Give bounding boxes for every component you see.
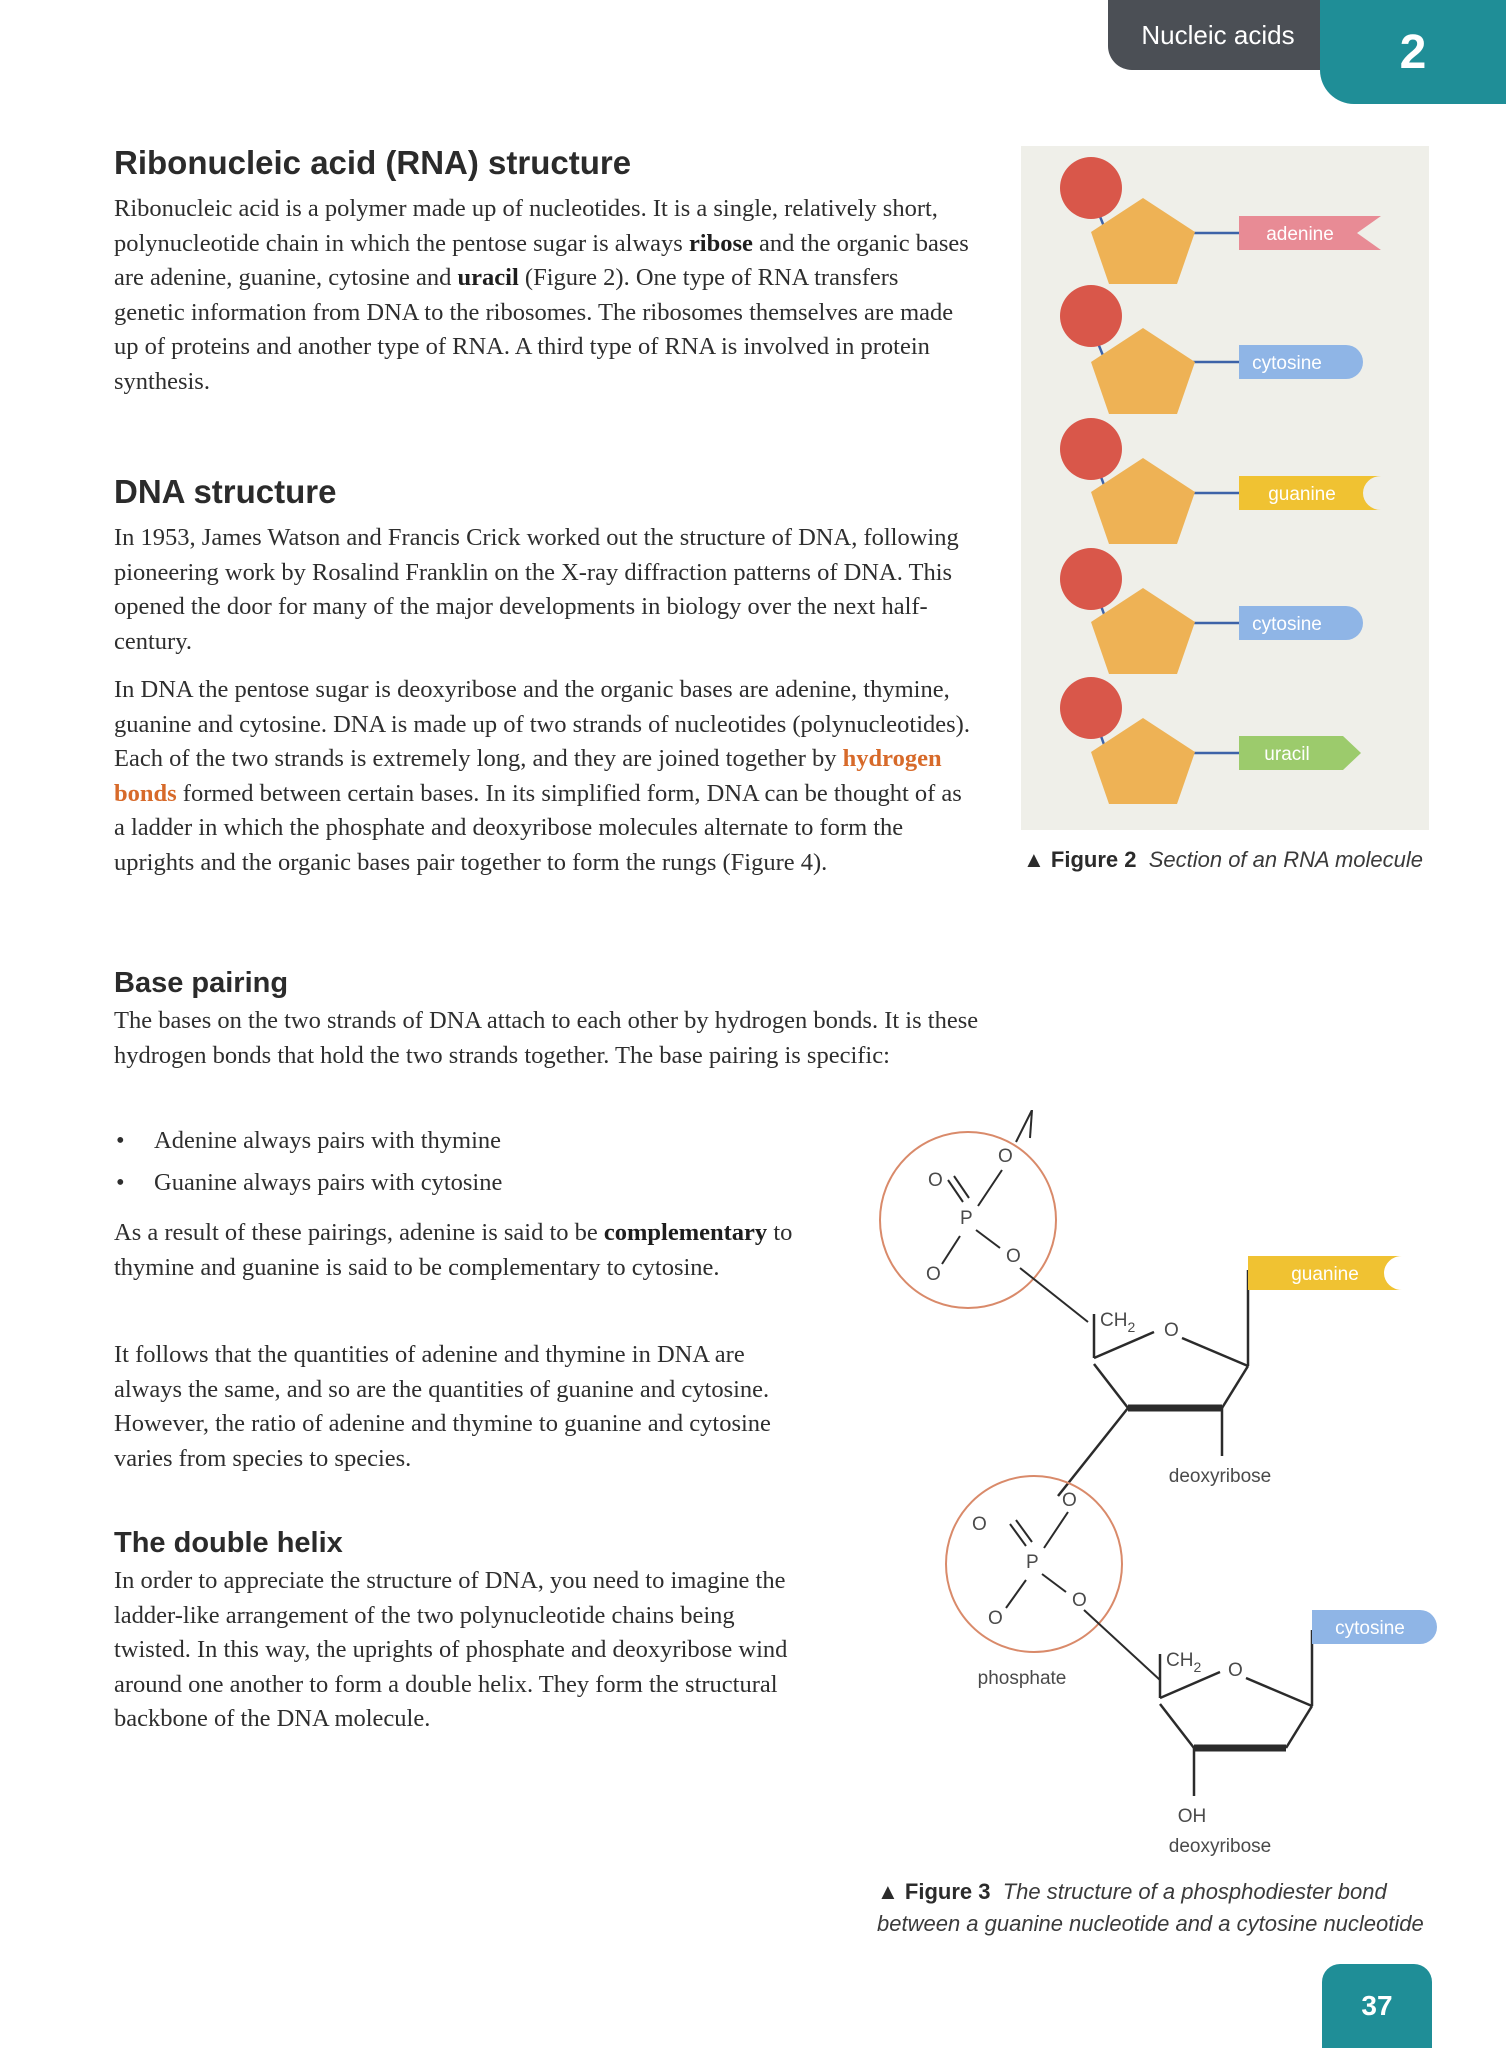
atom-label: O: [1164, 1320, 1179, 1341]
chapter-number: 2: [1399, 25, 1427, 79]
dna-paragraph-1: In 1953, James Watson and Francis Crick worked out the structure of DNA, following pioneering work by Rosalind Franklin on the X-ray diffraction patterns of DNA. This opened the door for many of the major developments in biology over the next half-century.: [114, 524, 959, 655]
atom-label: O: [926, 1264, 941, 1285]
phosphate-circle: [1060, 157, 1122, 219]
atom-label: P: [1026, 1552, 1039, 1573]
ribose-term: ribose: [688, 229, 753, 257]
base-pairing-intro: The bases on the two strands of DNA attach to each other by hydrogen bonds. It is these hydrogen bonds that hold the two strands together. The base pairing is specific:: [114, 1007, 979, 1069]
phosphate-circle: [1060, 285, 1122, 347]
hydrogen-bonds-term: hydrogen bonds: [114, 745, 942, 807]
complementary-term: complementary: [603, 1219, 768, 1246]
double-helix-heading: The double helix: [114, 1527, 343, 1559]
base-label: adenine: [1266, 224, 1334, 245]
ch2-label: $CH_2$: [1166, 1650, 1202, 1675]
base-label: cytosine: [1252, 614, 1322, 635]
base-connectors: [1193, 233, 1239, 753]
oh-label: OH: [1177, 1806, 1207, 1827]
base-label: guanine: [1268, 484, 1336, 505]
quantities-paragraph: It follows that the quantities of adenine and thymine in DNA are always the same, and so are the quantities of guanine and cytosine. However, the ratio of adenine and thymine to guanine and cytosine varies from species to species.: [114, 1341, 771, 1472]
deoxyribose-label: deoxyribose: [1168, 1466, 1272, 1487]
section-title: Nucleic acids: [1141, 19, 1295, 50]
atom-label: O: [1228, 1660, 1243, 1681]
dna-heading: DNA structure: [114, 473, 337, 510]
rna-paragraph: Ribonucleic acid is a polymer made up of nucleotides. It is a single, relatively short, polynucleotide chain in which the pentose sugar is always ribose and the organic bases are adenine, guanine, cytosine and uracil (Figure 2). One type of RNA transfers genetic information from DNA to the ribosomes. The ribosomes themselves are made up of proteins and another type of RNA. A third type of RNA is involved in protein synthesis.: [114, 195, 969, 395]
page-number-tab: [1322, 1964, 1432, 2048]
phosphate-circle: [1060, 418, 1122, 480]
phosphate-label: phosphate: [977, 1668, 1067, 1689]
phosphate-circle: [1060, 548, 1122, 610]
atom-label: O: [928, 1170, 943, 1191]
figure-2-rna-diagram: [1021, 146, 1429, 830]
uracil-term: uracil: [457, 264, 519, 291]
dna-paragraph-2: In DNA the pentose sugar is deoxyribose and the organic bases are adenine, thymine, guanine and cytosine. DNA is made up of two strands of nucleotides (polynucleotides). Each of the two strands is extremely long, and they are joined together by hydrogen bonds formed between certain bases. In its simplified form, DNA can be thought of as a ladder in which the phosphate and deoxyribose molecules alternate to form the uprights and the organic bases pair together to form the rungs (Figure 4).: [114, 676, 970, 876]
cytosine-label: cytosine: [1335, 1618, 1405, 1639]
atom-label: O: [972, 1514, 987, 1535]
complementary-paragraph: As a result of these pairings, adenine is said to be complementary to thymine and guanine is said to be complementary to cytosine.: [114, 1219, 793, 1281]
atom-label: O: [988, 1608, 1003, 1629]
rna-heading: Ribonucleic acid (RNA) structure: [114, 144, 632, 181]
atom-label: O: [998, 1146, 1013, 1167]
list-item: • Adenine always pairs with thymine: [114, 1120, 874, 1162]
atom-label: P: [960, 1208, 973, 1229]
base-label: uracil: [1264, 744, 1310, 765]
atom-label: O: [1062, 1490, 1077, 1511]
section-title-tab: [1108, 0, 1328, 70]
figure-2-caption: ▲ Figure 2 Section of an RNA molecule: [1023, 847, 1424, 872]
phosphate-circle: [1060, 677, 1122, 739]
figure-3-caption: ▲ Figure 3 The structure of a phosphodiester bond between a guanine nucleotide and a cytosine nucleotide: [877, 1879, 1424, 1936]
base-pairing-list: [114, 1120, 874, 1204]
double-helix-paragraph: In order to appreciate the structure of DNA, you need to imagine the ladder-like arrangement of the two polynucleotide chains being twisted. In this way, the uprights of phosphate and deoxyribose wind around one another to form a double helix. They form the structural backbone of the DNA molecule.: [114, 1567, 788, 1732]
chapter-number-tab: [1320, 0, 1506, 104]
deoxyribose-label: deoxyribose: [1168, 1836, 1272, 1857]
guanine-label: guanine: [1291, 1264, 1359, 1285]
ch2-label: $CH_2$: [1100, 1310, 1136, 1335]
base-pairing-heading: Base pairing: [114, 967, 289, 999]
base-label: cytosine: [1252, 353, 1322, 374]
page-number: 37: [1361, 1990, 1393, 2021]
list-item: • Guanine always pairs with cytosine: [114, 1162, 874, 1204]
atom-label: O: [1006, 1246, 1021, 1267]
rna-chain-svg: [1021, 146, 1429, 830]
atom-label: O: [1072, 1590, 1087, 1611]
figure-3-phosphodiester-diagram: [870, 1110, 1490, 1870]
